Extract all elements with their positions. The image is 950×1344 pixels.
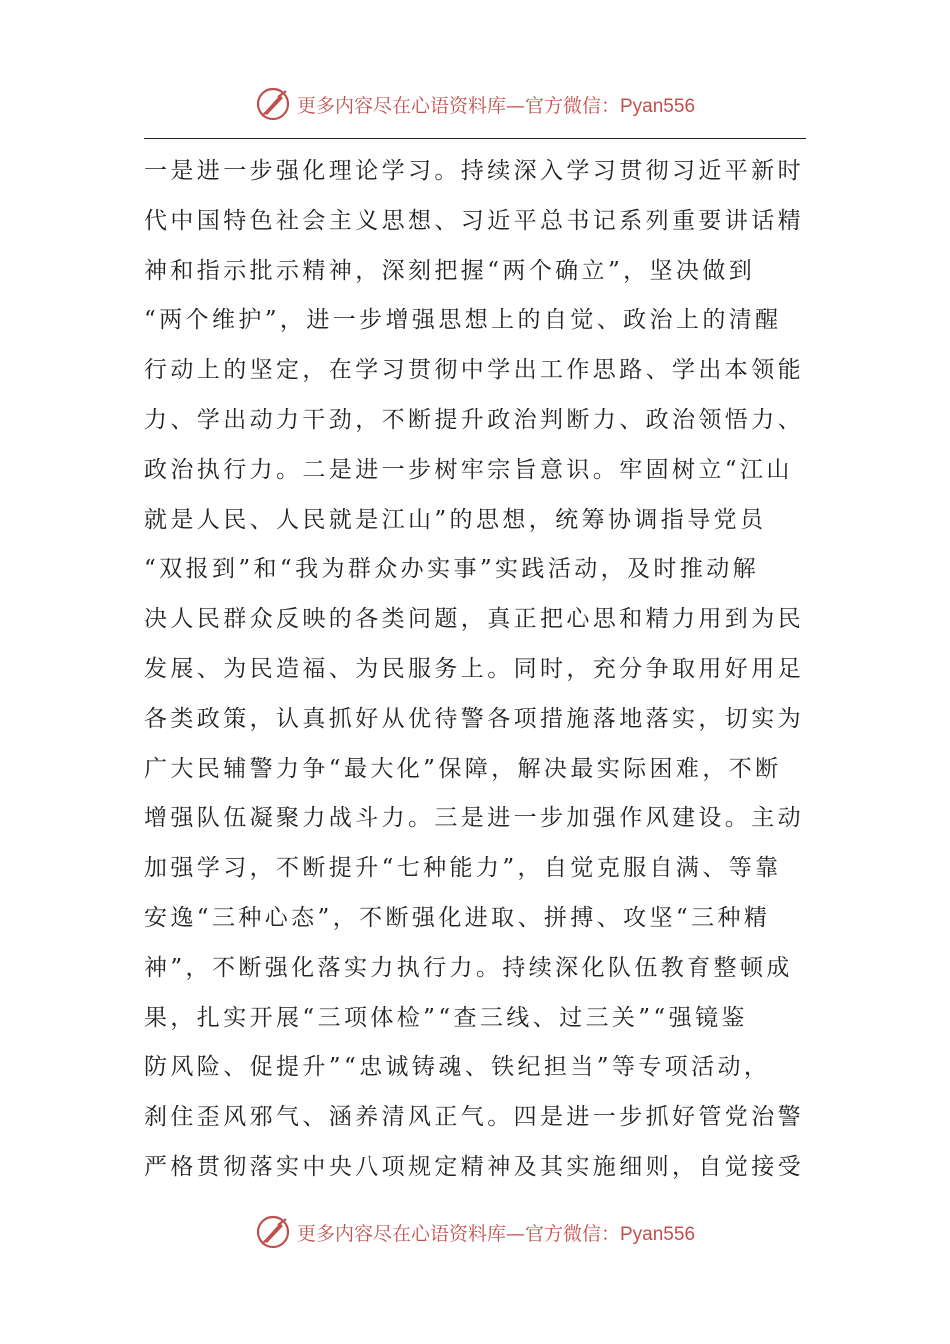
document-body <box>144 147 808 1193</box>
body-line: 力、学出动力干劲，不断提升政治判断力、政治领悟力、 <box>144 406 804 433</box>
body-line: 广大民辅警力争“最大化”保障，解决最实际困难，不断 <box>144 755 782 782</box>
body-line: 神”，不断强化落实力执行力。持续深化队伍教育整顿成 <box>144 954 793 981</box>
body-line: 就是人民、人民就是江山”的思想，统筹协调指导党员 <box>144 506 767 533</box>
quill-pen-logo-icon <box>255 1214 291 1250</box>
body-line: “两个维护”，进一步增强思想上的自觉、政治上的清醒 <box>144 307 782 334</box>
body-line: 政治执行力。二是进一步树牢宗旨意识。牢固树立“江山 <box>144 456 793 483</box>
header-banner <box>0 84 950 124</box>
footer-banner <box>0 1212 950 1252</box>
header-divider <box>144 138 806 139</box>
body-line: 果，扎实开展“三项体检”“查三线、过三关”“强镜鉴 <box>144 1004 748 1031</box>
header-banner-cn: 更多内容尽在心语资料库—官方微信： <box>296 94 620 117</box>
footer-banner-wechat-id: Pyan556 <box>620 1223 696 1245</box>
body-line: 各类政策，认真抓好从优待警各项措施落地落实，切实为 <box>144 705 804 732</box>
body-line: 严格贯彻落实中央八项规定精神及其实施细则，自觉接受 <box>144 1153 804 1180</box>
body-line: 决人民群众反映的各类问题，真正把心思和精力用到为民 <box>144 606 804 633</box>
body-line: 发展、为民造福、为民服务上。同时，充分争取用好用足 <box>144 655 804 682</box>
body-line: 加强学习，不断提升“七种能力”，自觉克服自满、等靠 <box>144 855 782 882</box>
footer-banner-cn: 更多内容尽在心语资料库—官方微信： <box>296 1222 620 1245</box>
header-banner-wechat-id: Pyan556 <box>620 95 696 117</box>
body-line: 防风险、促提升”“忠诚铸魂、铁纪担当”等专项活动， <box>144 1054 771 1081</box>
body-line: 代中国特色社会主义思想、习近平总书记系列重要讲话精 <box>144 207 804 234</box>
body-line: “双报到”和“我为群众办实事”实践活动，及时推动解 <box>144 556 760 583</box>
body-line: 增强队伍凝聚力战斗力。三是进一步加强作风建设。主动 <box>144 805 804 832</box>
body-line: 行动上的坚定，在学习贯彻中学出工作思路、学出本领能 <box>144 357 804 384</box>
body-line: 神和指示批示精神，深刻把握“两个确立”，坚决做到 <box>144 257 756 284</box>
quill-pen-logo-icon <box>255 86 291 122</box>
body-line: 刹住歪风邪气、涵养清风正气。四是进一步抓好管党治警 <box>144 1104 804 1131</box>
body-line: 一是进一步强化理论学习。持续深入学习贯彻习近平新时 <box>144 158 804 184</box>
footer-banner-text <box>297 1219 695 1246</box>
body-line: 安逸“三种心态”，不断强化进取、拼搏、攻坚“三种精 <box>144 904 771 931</box>
header-banner-text <box>297 91 695 118</box>
